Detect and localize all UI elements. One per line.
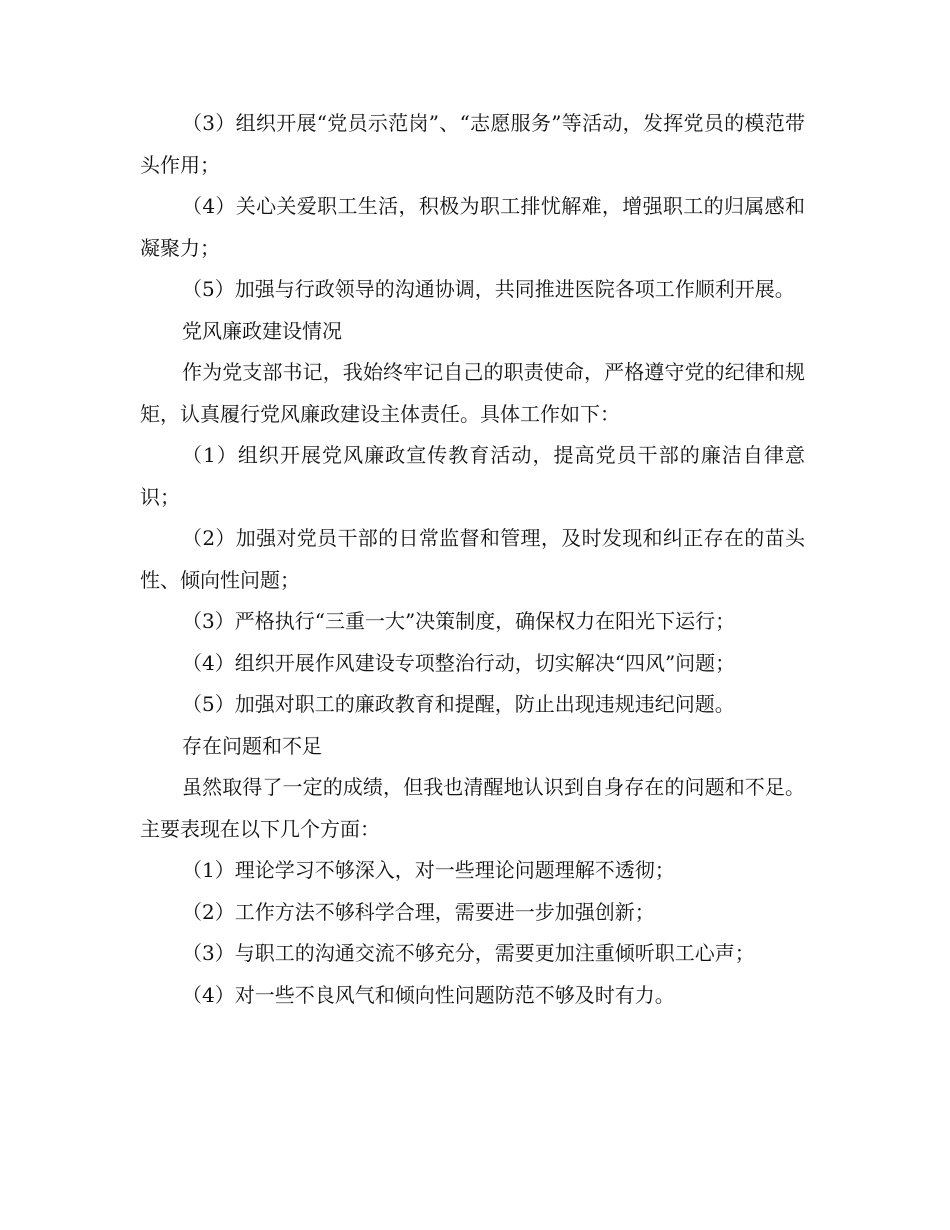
paragraph: （3）严格执行“三重一大”决策制度，确保权力在阳光下运行； [182, 609, 736, 633]
paragraph: （5）加强对职工的廉政教育和提醒，防止出现违规违纪问题。 [182, 692, 735, 716]
paragraph: 作为党支部书记，我始终牢记自己的职责使命，严格遵守党的纪律和规矩，认真履行党风廉政建设主体责任。具体工作如下： [140, 360, 805, 426]
paragraph: （3）组织开展“党员示范岗”、“志愿服务”等活动，发挥党员的模范带头作用； [140, 111, 805, 177]
section-heading: 党风廉政建设情况 [182, 318, 342, 343]
section-heading: 存在问题和不足 [182, 733, 322, 758]
paragraph: （3）与职工的沟通交流不够充分，需要更加注重倾听职工心声； [182, 941, 755, 965]
paragraph: （5）加强与行政领导的沟通协调，共同推进医院各项工作顺利开展。 [182, 277, 795, 301]
paragraph: 虽然取得了一定的成绩，但我也清醒地认识到自身存在的问题和不足。主要表现在以下几个方面： [140, 775, 805, 841]
paragraph: （1）组织开展党风廉政宣传教育活动，提高党员干部的廉洁自律意识； [140, 443, 805, 509]
paragraph: （2）工作方法不够科学合理，需要进一步加强创新； [182, 899, 655, 924]
paragraph: （4）对一些不良风气和倾向性问题防范不够及时有力。 [182, 982, 675, 1007]
paragraph: （4）关心关爱职工生活，积极为职工排忧解难，增强职工的归属感和凝聚力； [140, 194, 805, 260]
paragraph: （2）加强对党员干部的日常监督和管理，及时发现和纠正存在的苗头性、倾向性问题； [140, 526, 805, 592]
document-body [140, 103, 805, 1016]
paragraph: （1）理论学习不够深入，对一些理论问题理解不透彻； [182, 858, 675, 882]
paragraph: （4）组织开展作风建设专项整治行动，切实解决“四风”问题； [182, 650, 736, 675]
